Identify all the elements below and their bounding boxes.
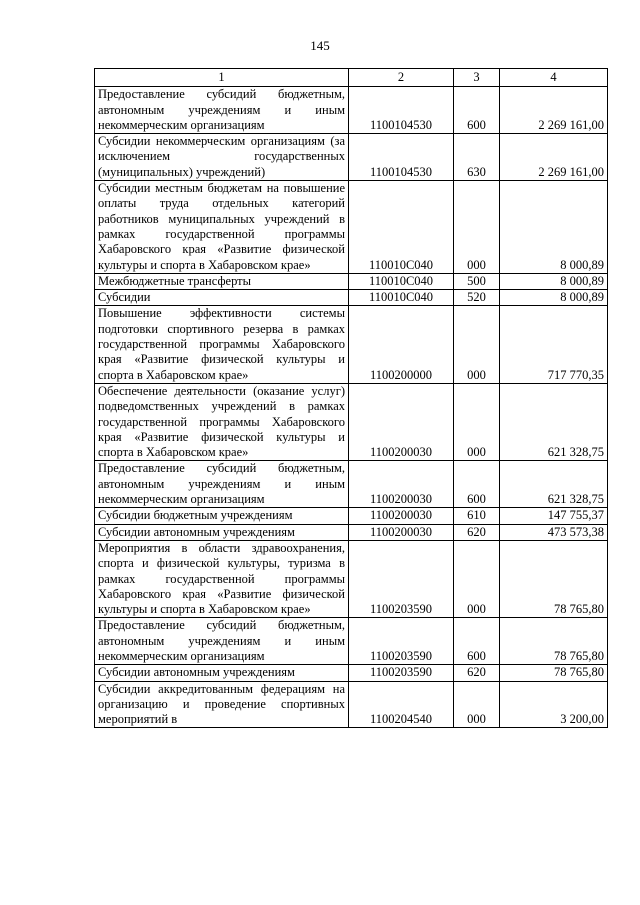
table-row <box>95 87 608 134</box>
row-name-cell: Субсидии автономным учреждениям <box>95 665 349 681</box>
table-row <box>95 540 608 617</box>
row-kind-cell: 520 <box>454 290 500 306</box>
budget-table <box>94 68 608 728</box>
row-amount-cell: 147 755,37 <box>500 508 608 524</box>
row-kind-cell: 000 <box>454 181 500 274</box>
row-code-cell: 1100200030 <box>349 524 454 540</box>
table-header <box>95 69 608 87</box>
row-amount-cell: 2 269 161,00 <box>500 87 608 134</box>
row-code-cell: 1100200030 <box>349 383 454 460</box>
header-row <box>95 69 608 87</box>
row-name-cell: Повышение эффективности системы подготовки спортивного резерва в рамках государственной программы Хабаровского края «Развитие физической культуры и спорта в Хабаровском крае» <box>95 306 349 383</box>
row-name-cell: Предоставление субсидий бюджетным, автономным учреждениям и иным некоммерческим организациям <box>95 618 349 665</box>
row-amount-cell: 717 770,35 <box>500 306 608 383</box>
row-code-cell: 1100203590 <box>349 665 454 681</box>
row-amount-cell: 621 328,75 <box>500 383 608 460</box>
row-code-cell: 110010С040 <box>349 273 454 289</box>
table-row <box>95 524 608 540</box>
row-kind-cell: 610 <box>454 508 500 524</box>
row-amount-cell: 8 000,89 <box>500 181 608 274</box>
table-row <box>95 665 608 681</box>
table-row <box>95 273 608 289</box>
row-name-cell: Предоставление субсидий бюджетным, автономным учреждениям и иным некоммерческим организациям <box>95 461 349 508</box>
row-name-cell: Межбюджетные трансферты <box>95 273 349 289</box>
row-amount-cell: 78 765,80 <box>500 665 608 681</box>
row-code-cell: 1100200030 <box>349 461 454 508</box>
table-row <box>95 618 608 665</box>
row-kind-cell: 620 <box>454 524 500 540</box>
table-body <box>95 87 608 728</box>
row-kind-cell: 000 <box>454 383 500 460</box>
row-kind-cell: 600 <box>454 461 500 508</box>
row-code-cell: 1100203590 <box>349 540 454 617</box>
table-row <box>95 134 608 181</box>
row-amount-cell: 3 200,00 <box>500 681 608 728</box>
row-code-cell: 1100104530 <box>349 87 454 134</box>
column-header-2: 2 <box>349 69 454 87</box>
row-name-cell: Субсидии бюджетным учреждениям <box>95 508 349 524</box>
row-code-cell: 1100203590 <box>349 618 454 665</box>
row-amount-cell: 473 573,38 <box>500 524 608 540</box>
row-code-cell: 1100104530 <box>349 134 454 181</box>
row-amount-cell: 8 000,89 <box>500 273 608 289</box>
row-amount-cell: 621 328,75 <box>500 461 608 508</box>
row-amount-cell: 8 000,89 <box>500 290 608 306</box>
table-row <box>95 383 608 460</box>
row-kind-cell: 000 <box>454 540 500 617</box>
row-kind-cell: 620 <box>454 665 500 681</box>
row-name-cell: Мероприятия в области здравоохранения, спорта и физической культуры, туризма в рамках государственной программы Хабаровского края «Развитие физической культуры и спорта в Хабаровском крае» <box>95 540 349 617</box>
table-row <box>95 681 608 728</box>
row-code-cell: 110010С040 <box>349 181 454 274</box>
table-row <box>95 181 608 274</box>
row-name-cell: Субсидии местным бюджетам на повышение оплаты труда отдельных категорий работников муниципальных учреждений в рамках государственной программы Хабаровского края «Развитие физической культуры и спорта в Хабаровском крае» <box>95 181 349 274</box>
table-row <box>95 461 608 508</box>
row-name-cell: Обеспечение деятельности (оказание услуг) подведомственных учреждений в рамках государственной программы Хабаровского края «Развитие физической культуры и спорта в Хабаровском крае» <box>95 383 349 460</box>
row-name-cell: Субсидии <box>95 290 349 306</box>
column-header-1: 1 <box>95 69 349 87</box>
column-header-4: 4 <box>500 69 608 87</box>
row-name-cell: Субсидии некоммерческим организациям (за исключением государственных (муниципальных) учреждений) <box>95 134 349 181</box>
row-code-cell: 1100200000 <box>349 306 454 383</box>
table-row <box>95 508 608 524</box>
row-amount-cell: 2 269 161,00 <box>500 134 608 181</box>
row-name-cell: Субсидии аккредитованным федерациям на организацию и проведение спортивных мероприятий в <box>95 681 349 728</box>
row-code-cell: 1100204540 <box>349 681 454 728</box>
row-name-cell: Субсидии автономным учреждениям <box>95 524 349 540</box>
page-number: 145 <box>310 38 330 53</box>
row-amount-cell: 78 765,80 <box>500 540 608 617</box>
row-code-cell: 1100200030 <box>349 508 454 524</box>
row-amount-cell: 78 765,80 <box>500 618 608 665</box>
table-row <box>95 290 608 306</box>
row-code-cell: 110010С040 <box>349 290 454 306</box>
row-kind-cell: 000 <box>454 306 500 383</box>
row-kind-cell: 600 <box>454 618 500 665</box>
table-row <box>95 306 608 383</box>
row-kind-cell: 630 <box>454 134 500 181</box>
row-kind-cell: 000 <box>454 681 500 728</box>
column-header-3: 3 <box>454 69 500 87</box>
row-name-cell: Предоставление субсидий бюджетным, автономным учреждениям и иным некоммерческим организациям <box>95 87 349 134</box>
row-kind-cell: 500 <box>454 273 500 289</box>
row-kind-cell: 600 <box>454 87 500 134</box>
